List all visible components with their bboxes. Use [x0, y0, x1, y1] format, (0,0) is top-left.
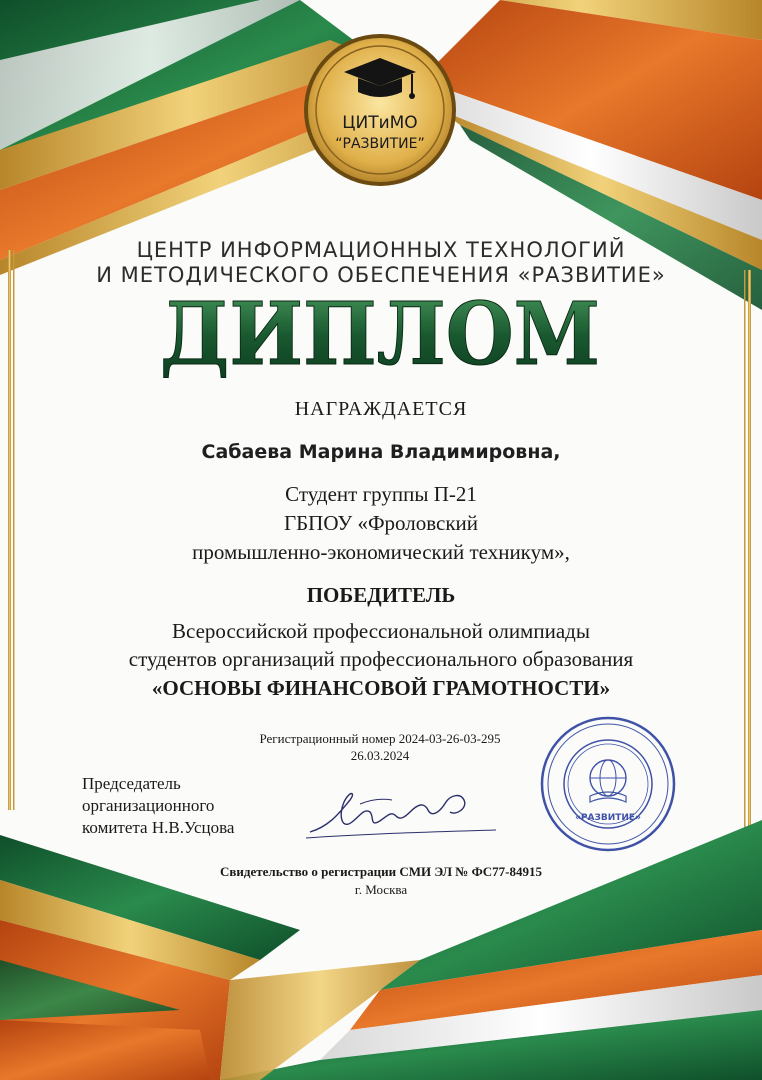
affiliation-line2: ГБПОУ «Фроловский — [283, 511, 479, 535]
globe-book-icon — [590, 760, 626, 802]
signature — [300, 782, 500, 846]
affiliation-line1: Студент группы П-21 — [285, 482, 477, 506]
chair-line1: Председатель — [82, 774, 181, 793]
organization-name-line1: ЦЕНТР ИНФОРМАЦИОННЫХ ТЕХНОЛОГИЙ — [136, 238, 626, 262]
diploma-title — [150, 280, 610, 380]
event-line2: студентов организаций профессионального образования — [128, 647, 634, 671]
official-stamp — [540, 716, 676, 852]
event-line3: «ОСНОВЫ ФИНАНСОВОЙ ГРАМОТНОСТИ» — [151, 676, 611, 700]
logo-line2: “РАЗВИТИЕ” — [335, 136, 425, 152]
organization-logo — [300, 30, 460, 190]
event-line1: Всероссийской профессиональной олимпиады — [172, 619, 590, 643]
chair-line3: комитета Н.В.Усцова — [82, 818, 235, 837]
awarded-label: НАГРАЖДАЕТСЯ — [294, 398, 468, 420]
affiliation-line3: промышленно-экономический техникум», — [192, 540, 570, 564]
organization-name-line2: И МЕТОДИЧЕСКОГО ОБЕСПЕЧЕНИЯ «РАЗВИТИЕ» — [96, 263, 666, 287]
media-registration: Свидетельство о регистрации СМИ ЭЛ № ФС77-84915 — [220, 864, 542, 879]
city: г. Москва — [354, 882, 408, 897]
chair-line2: организационного — [82, 796, 215, 815]
award-status: ПОБЕДИТЕЛЬ — [306, 583, 456, 607]
diploma-title-text: ДИПЛОМ — [160, 284, 600, 380]
logo-line1: ЦИТиМО — [342, 113, 418, 133]
recipient-name: Сабаева Марина Владимировна, — [201, 441, 561, 463]
registration-date: 26.03.2024 — [350, 748, 410, 763]
stamp-center-text: «РАЗВИТИЕ» — [575, 813, 641, 823]
registration-number: Регистрационный номер 2024-03-26-03-295 — [259, 731, 501, 746]
